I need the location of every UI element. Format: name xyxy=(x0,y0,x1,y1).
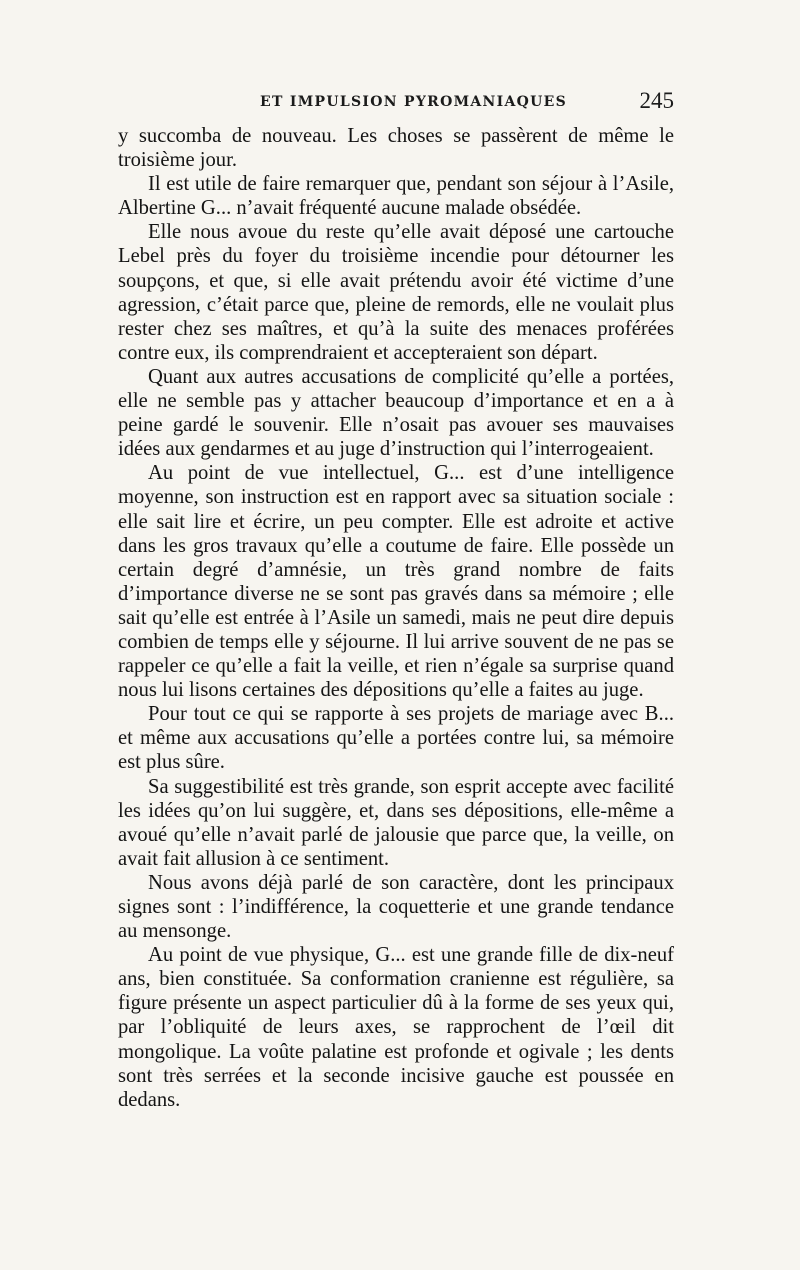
paragraph: Pour tout ce qui se rapporte à ses projets de mariage avec B... et même aux accusations qu’elle a portées contre lui, sa mémoire est plus sûre. xyxy=(118,703,674,774)
paragraph: Nous avons déjà parlé de son caractère, dont les principaux signes sont : l’indifférence, la coquetterie et une grande tendance au mensonge. xyxy=(118,871,674,943)
page-header xyxy=(118,88,678,120)
paragraph: Sa suggestibilité est très grande, son esprit accepte avec facilité les idées qu’on lui suggère, et, dans ses dépositions, elle-même a avoué qu’elle n’avait parlé de jalousie que parce que, la veille, on avait fait allusion à ce sentiment. xyxy=(118,775,674,870)
paragraph: y succomba de nouveau. Les choses se passèrent de même le troisième jour. xyxy=(118,125,674,172)
body-text xyxy=(118,124,674,1112)
paragraph: Au point de vue intellectuel, G... est d’une intelligence moyenne, son instruction est en rapport avec sa situation sociale : elle sait lire et écrire, un peu compter. Elle est adroite et active dans les gros travaux qu’elle a coutume de faire. Elle possède un certain degré d’amnésie, un très grand nombre de faits d’importance diverse ne se sont pas gravés dans sa mémoire ; elle sait qu’elle est entrée à l’Asile un samedi, mais ne peut dire depuis combien de temps elle y séjourne. Il lui arrive souvent de ne pas se rappeler ce qu’elle a fait la veille, et rien n’égale sa surprise quand nous lui lisons certaines des dépositions qu’elle a faites au juge. xyxy=(118,462,674,702)
paragraph: Il est utile de faire remarquer que, pendant son séjour à l’Asile, Albertine G... n’avait fréquenté aucune malade obsédée. xyxy=(118,173,674,220)
paragraph: Quant aux autres accusations de complicité qu’elle a portées, elle ne semble pas y attacher beaucoup d’importance et en a à peine gardé le souvenir. Elle n’osait pas avouer ses mauvaises idées aux gendarmes et au juge d’instruction qui l’interrogeaient. xyxy=(118,365,674,461)
page-number: 245 xyxy=(639,88,674,113)
paragraph: Au point de vue physique, G... est une grande fille de dix-neuf ans, bien constituée. Sa conformation cranienne est régulière, sa figure présente un aspect particulier dû à la forme de ses yeux qui, par l’obliquité de leurs axes, se rapprochent de l’œil dit mongolique. La voûte palatine est profonde et ogivale ; les dents sont très serrées et la seconde incisive gauche est poussée en dedans. xyxy=(118,944,674,1111)
paragraph: Elle nous avoue du reste qu’elle avait déposé une cartouche Lebel près du foyer du troisième incendie pour détourner les soupçons, et que, si elle avait prétendu avoir été victime d’une agression, c’était parce que, pleine de remords, elle ne voulait plus rester chez ses maîtres, et qu’à la suite des menaces proférées contre eux, ils comprendraient et accepteraient son départ. xyxy=(118,221,674,364)
running-head: ET IMPULSION PYROMANIAQUES xyxy=(260,94,568,110)
